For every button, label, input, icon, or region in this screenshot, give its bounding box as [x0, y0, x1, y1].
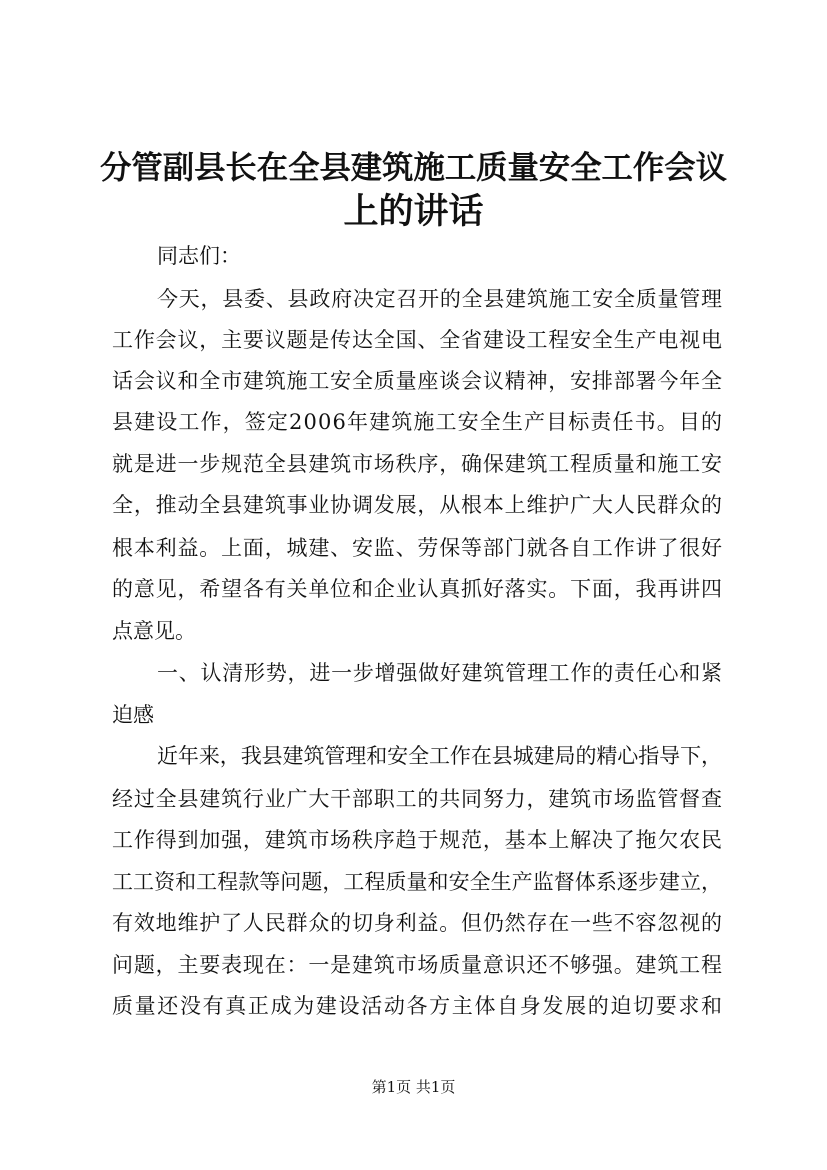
- body-line: 点意见。: [112, 619, 196, 643]
- body-line: 工工资和工程款等问题，工程质量和安全生产监督体系逐步建立，: [112, 870, 723, 894]
- document-title-line1: 分管副县长在全县建筑施工质量安全工作会议: [100, 150, 727, 186]
- body-line: 有效地维护了人民群众的切身利益。但仍然存在一些不容忽视的: [112, 911, 723, 935]
- document-title-line2: 上的讲话: [343, 191, 484, 232]
- body-line: 全，推动全县建筑事业协调发展，从根本上维护广大人民群众的: [112, 493, 723, 517]
- body-line: 今天，县委、县政府决定召开的全县建筑施工安全质量管理: [157, 287, 723, 311]
- section-heading-line: 迫感: [112, 703, 154, 727]
- body-line: 问题，主要表现在：一是建筑市场质量意识还不够强。建筑工程: [112, 953, 723, 977]
- body-line: 同志们：: [157, 244, 241, 268]
- body-line: 的意见，希望各有关单位和企业认真抓好落实。下面，我再讲四: [112, 577, 723, 601]
- body-line: 根本利益。上面，城建、安监、劳保等部门就各自工作讲了很好: [112, 536, 723, 560]
- body-line: 工作会议，主要议题是传达全国、全省建设工程安全生产电视电: [112, 328, 723, 352]
- body-line: 质量还没有真正成为建设活动各方主体自身发展的迫切要求和: [112, 994, 724, 1018]
- page-footer: 第1页 共1页: [371, 1078, 456, 1096]
- body-line: 近年来，我县建筑管理和安全工作在县城建局的精心指导下，: [157, 744, 722, 768]
- section-heading-line: 一、认清形势，进一步增强做好建筑管理工作的责任心和紧: [157, 661, 723, 685]
- body-line: 经过全县建筑行业广大干部职工的共同努力，建筑市场监管督查: [112, 787, 723, 811]
- body-line: 县建设工作，签定2006年建筑施工安全生产目标责任书。目的: [112, 410, 724, 434]
- body-line: 工作得到加强，建筑市场秩序趋于规范，基本上解决了拖欠农民: [112, 828, 723, 852]
- body-line: 就是进一步规范全县建筑市场秩序，确保建筑工程质量和施工安: [112, 452, 723, 476]
- body-line: 话会议和全市建筑施工安全质量座谈会议精神，安排部署今年全: [112, 369, 723, 393]
